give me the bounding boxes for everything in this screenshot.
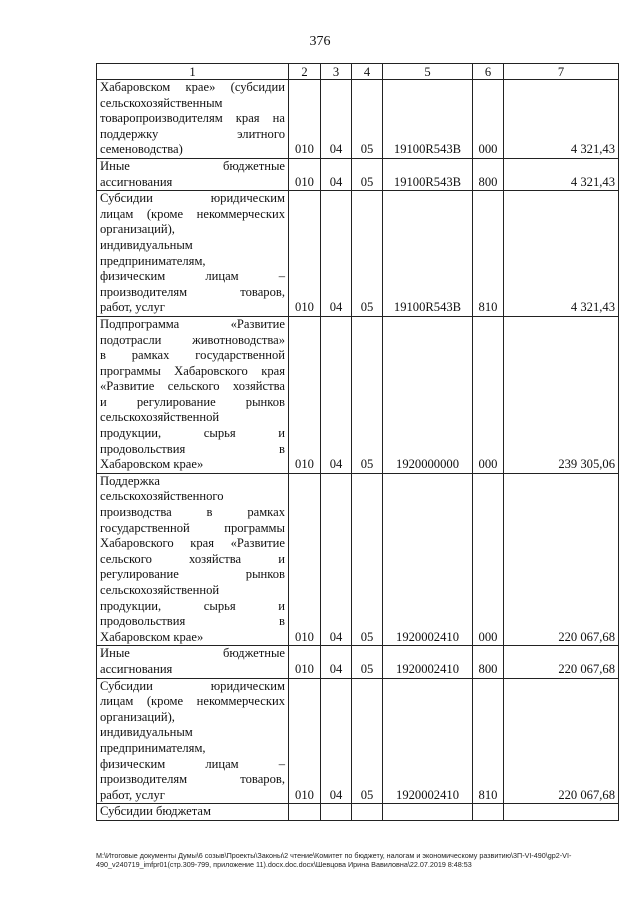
subsection-code: 05 [352,80,383,159]
description-line: лицам (кроме некоммерческих [100,206,285,221]
target-article-code: 19100R543B [383,158,473,190]
header-cell-6: 6 [473,64,504,80]
row-description [97,80,289,159]
section-code: 04 [321,316,352,473]
target-article-code: 19100R543B [383,191,473,317]
section-code: 04 [321,646,352,678]
target-article-code: 19100R543B [383,80,473,159]
table-row [97,473,619,646]
row-description [97,678,289,804]
subsection-code: 05 [352,191,383,317]
description-line: продовольствия в [100,441,285,456]
description-line: «Развитие сельского хозяйства [100,379,285,394]
description-line: и регулирование рынков [100,394,285,409]
ministry-code: 010 [289,158,321,190]
section-code: 04 [321,158,352,190]
ministry-code: 010 [289,191,321,317]
amount: 4 321,43 [504,191,619,317]
header-cell-3: 3 [321,64,352,80]
row-description [97,158,289,190]
expense-type-code: 000 [473,316,504,473]
header-cell-4: 4 [352,64,383,80]
table-row [97,158,619,190]
amount: 220 067,68 [504,646,619,678]
header-cell-2: 2 [289,64,321,80]
table-row [97,80,619,159]
row-description [97,473,289,646]
target-article-code [383,804,473,821]
amount: 220 067,68 [504,678,619,804]
target-article-code: 1920002410 [383,646,473,678]
description-line: продукции, сырья и [100,426,285,441]
header-cell-1: 1 [97,64,289,80]
description-line: товаропроизводителям края на [100,111,285,126]
amount [504,804,619,821]
header-cell-7: 7 [504,64,619,80]
ministry-code: 010 [289,316,321,473]
subsection-code: 05 [352,158,383,190]
description-line: производства в рамках [100,505,285,520]
table-row [97,804,619,821]
description-line: регулирование рынков [100,567,285,582]
ministry-code [289,804,321,821]
ministry-code: 010 [289,678,321,804]
description-line: индивидуальным [100,725,193,740]
description-line: Хабаровском крае» [100,457,204,472]
ministry-code: 010 [289,473,321,646]
description-line: Поддержка [100,473,160,488]
subsection-code: 05 [352,473,383,646]
description-line: Подпрограмма «Развитие [100,316,285,331]
description-line: организаций), [100,709,175,724]
ministry-code: 010 [289,80,321,159]
table-row [97,646,619,678]
expense-type-code: 000 [473,80,504,159]
amount: 239 305,06 [504,316,619,473]
section-code: 04 [321,80,352,159]
row-description [97,191,289,317]
budget-table [96,63,619,821]
description-line: программы Хабаровского края [100,363,285,378]
row-description [97,804,289,821]
description-line: Иные бюджетные [100,158,285,173]
description-line: Иные бюджетные [100,646,285,661]
section-code [321,804,352,821]
target-article-code: 1920000000 [383,316,473,473]
expense-type-code: 800 [473,158,504,190]
description-line: Субсидии бюджетам [100,804,211,819]
subsection-code: 05 [352,316,383,473]
description-line: Субсидии юридическим [100,678,285,693]
description-line: Хабаровского края «Развитие [100,536,285,551]
description-line: продукции, сырья и [100,598,285,613]
amount: 4 321,43 [504,158,619,190]
header-cell-5: 5 [383,64,473,80]
description-line: сельскохозяйственной [100,583,220,597]
description-line: Субсидии юридическим [100,191,285,206]
description-line: сельскохозяйственным [100,95,223,110]
description-line: семеноводства) [100,142,183,157]
subsection-code: 05 [352,678,383,804]
expense-type-code: 000 [473,473,504,646]
description-line: ассигнования [100,174,173,189]
table-row [97,678,619,804]
section-code: 04 [321,191,352,317]
section-code: 04 [321,678,352,804]
table-header-row [97,64,619,80]
expense-type-code: 800 [473,646,504,678]
expense-type-code: 810 [473,191,504,317]
description-line: предпринимателям, [100,253,206,268]
description-line: работ, услуг [100,787,165,802]
description-line: физическим лицам – [100,756,285,771]
description-line: государственной программы [100,520,285,535]
page-number: 376 [309,34,331,49]
description-line: сельскохозяйственной [100,410,220,425]
target-article-code: 1920002410 [383,473,473,646]
expense-type-code: 810 [473,678,504,804]
section-code: 04 [321,473,352,646]
description-line: работ, услуг [100,300,165,315]
subsection-code [352,804,383,821]
subsection-code: 05 [352,646,383,678]
description-line: поддержку элитного [100,126,285,141]
description-line: Хабаровском крае» (субсидии [100,80,285,94]
description-line: организаций), [100,222,175,237]
description-line: в рамках государственной [100,348,285,363]
description-line: сельскохозяйственного [100,489,224,504]
expense-type-code [473,804,504,821]
description-line: ассигнования [100,661,173,676]
table-row [97,316,619,473]
description-line: подотрасли животноводства» [100,332,285,347]
ministry-code: 010 [289,646,321,678]
row-description [97,316,289,473]
target-article-code: 1920002410 [383,678,473,804]
description-line: лицам (кроме некоммерческих [100,694,285,709]
description-line: Хабаровском крае» [100,629,204,644]
description-line: производителям товаров, [100,284,285,299]
file-path-footer: M:\Итоговые документы Думы\6 созыв\Проекты\Законы\2 чтение\Комитет по бюджету, налогам и экономическому развитию\3П-VI-490\gp2-VI-490_v240719_imfpr01(стр.309-799, приложение 11).docx.doc.docx\Шевцова Ирина Вавиловна\22.07.2019 8:48:53 [96,851,572,869]
amount: 220 067,68 [504,473,619,646]
description-line: продовольствия в [100,614,285,629]
description-line: производителям товаров, [100,772,285,787]
description-line: физическим лицам – [100,269,285,284]
description-line: индивидуальным [100,237,193,252]
description-line: сельского хозяйства и [100,551,285,566]
row-description [97,646,289,678]
table-row [97,191,619,317]
description-line: предпринимателям, [100,740,206,755]
amount: 4 321,43 [504,80,619,159]
